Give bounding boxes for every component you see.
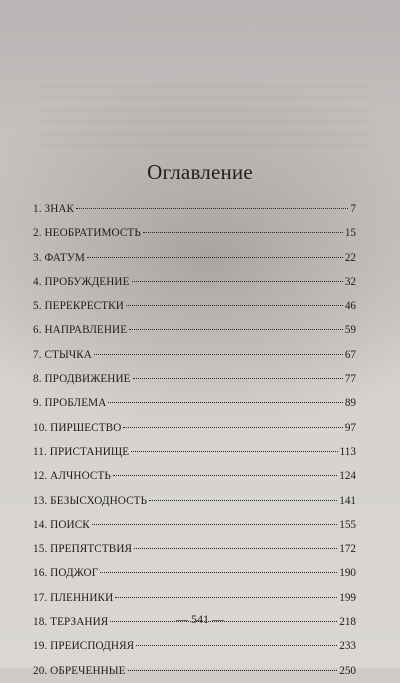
dot-leader — [76, 208, 348, 209]
toc-entry — [33, 246, 356, 270]
toc-entry-page: 190 — [339, 567, 356, 580]
toc-entry-title: 3. ФАТУМ — [33, 251, 85, 264]
toc-entry — [33, 513, 356, 537]
dot-leader — [131, 451, 337, 452]
toc-entry-page: 155 — [339, 518, 356, 531]
toc-entry-page: 113 — [339, 445, 356, 458]
toc-entry-page: 22 — [344, 251, 356, 264]
toc-entry — [33, 489, 356, 513]
dot-leader — [134, 548, 337, 549]
toc-entry-page: 199 — [339, 591, 356, 604]
dot-leader — [132, 281, 343, 282]
toc-entry — [33, 586, 356, 610]
toc-entry-page: 250 — [339, 664, 356, 677]
toc-entry-page: 7 — [350, 203, 356, 215]
dot-leader — [94, 354, 343, 355]
dot-leader — [143, 232, 343, 233]
dot-leader — [133, 378, 343, 379]
toc-entry — [33, 416, 356, 440]
toc-entry-title: 6. НАПРАВЛЕНИЕ — [33, 324, 128, 337]
toc-entry-title: 18. ТЕРЗАНИЯ — [33, 616, 109, 629]
toc-entry-page: 59 — [344, 324, 356, 337]
toc-entry — [33, 659, 356, 683]
toc-entry-title: 19. ПРЕИСПОДНЯЯ — [33, 640, 135, 653]
toc-entry — [33, 464, 356, 488]
dot-leader — [92, 524, 337, 525]
toc-entry — [33, 318, 356, 342]
toc-entry — [33, 197, 356, 221]
toc-entry — [33, 270, 356, 294]
toc-entry — [33, 537, 356, 561]
toc-entry-page: 141 — [339, 494, 356, 507]
toc-entry — [33, 221, 356, 245]
toc-entry-title: 9. ПРОБЛЕМА — [33, 397, 107, 410]
toc-entry-title: 13. БЕЗЫСХОДНОСТЬ — [33, 494, 148, 507]
toc-entry-title: 11. ПРИСТАНИЩЕ — [33, 445, 130, 458]
toc-entry-title: 4. ПРОБУЖДЕНИЕ — [33, 275, 130, 288]
toc-heading: Оглавление — [147, 160, 253, 184]
dot-leader — [136, 645, 337, 646]
toc-entry-title: 2. НЕОБРАТИМОСТЬ — [33, 227, 141, 240]
toc-entry-page: 77 — [344, 373, 356, 386]
toc-entry-title: 14. ПОИСК — [33, 518, 90, 531]
dot-leader — [123, 427, 342, 428]
dot-leader — [115, 597, 337, 598]
dot-leader — [129, 329, 343, 330]
dot-leader — [149, 500, 337, 501]
toc-entry-title: 17. ПЛЕННИКИ — [33, 591, 114, 604]
dot-leader — [100, 572, 337, 573]
toc-entry-page: 233 — [339, 640, 356, 653]
toc-entry — [33, 294, 356, 318]
toc-entry — [33, 440, 356, 464]
toc-entry-page: 46 — [344, 300, 356, 313]
dot-leader — [113, 475, 337, 476]
toc-entry-page: 89 — [344, 397, 356, 410]
toc-entry-title: 8. ПРОДВИЖЕНИЕ — [33, 373, 131, 386]
toc-entry-title: 16. ПОДЖОГ — [33, 567, 99, 580]
toc-entry-page: 32 — [344, 275, 356, 288]
toc-entry-title: 20. ОБРЕЧЕННЫЕ — [33, 664, 126, 677]
toc-entry-page: 172 — [339, 543, 356, 556]
toc-entry — [33, 561, 356, 585]
dot-leader — [108, 402, 342, 403]
toc-entry-title: 10. ПИРШЕСТВО — [33, 421, 122, 434]
toc-entry-page: 124 — [339, 470, 356, 483]
toc-entry-page: 218 — [339, 616, 356, 629]
toc-entry-title: 1. ЗНАК — [33, 203, 75, 215]
toc-entry — [33, 391, 356, 415]
show-through-text — [40, 85, 370, 155]
toc-entry-title: 5. ПЕРЕКРЕСТКИ — [33, 300, 124, 313]
toc-entry — [33, 634, 356, 658]
toc-entry-title: 12. АЛЧНОСТЬ — [33, 470, 111, 483]
table-of-contents — [33, 197, 356, 683]
dot-leader — [87, 257, 343, 258]
toc-entry-title: 15. ПРЕПЯТСТВИЯ — [33, 543, 133, 556]
page-number: — 541 — — [176, 612, 224, 626]
toc-entry — [33, 343, 356, 367]
dot-leader — [126, 305, 343, 306]
toc-entry-page: 97 — [344, 421, 356, 434]
toc-entry — [33, 367, 356, 391]
dot-leader — [128, 670, 338, 671]
toc-entry-page: 67 — [344, 348, 356, 361]
toc-entry-title: 7. СТЫЧКА — [33, 348, 92, 361]
toc-entry-page: 15 — [344, 227, 356, 240]
